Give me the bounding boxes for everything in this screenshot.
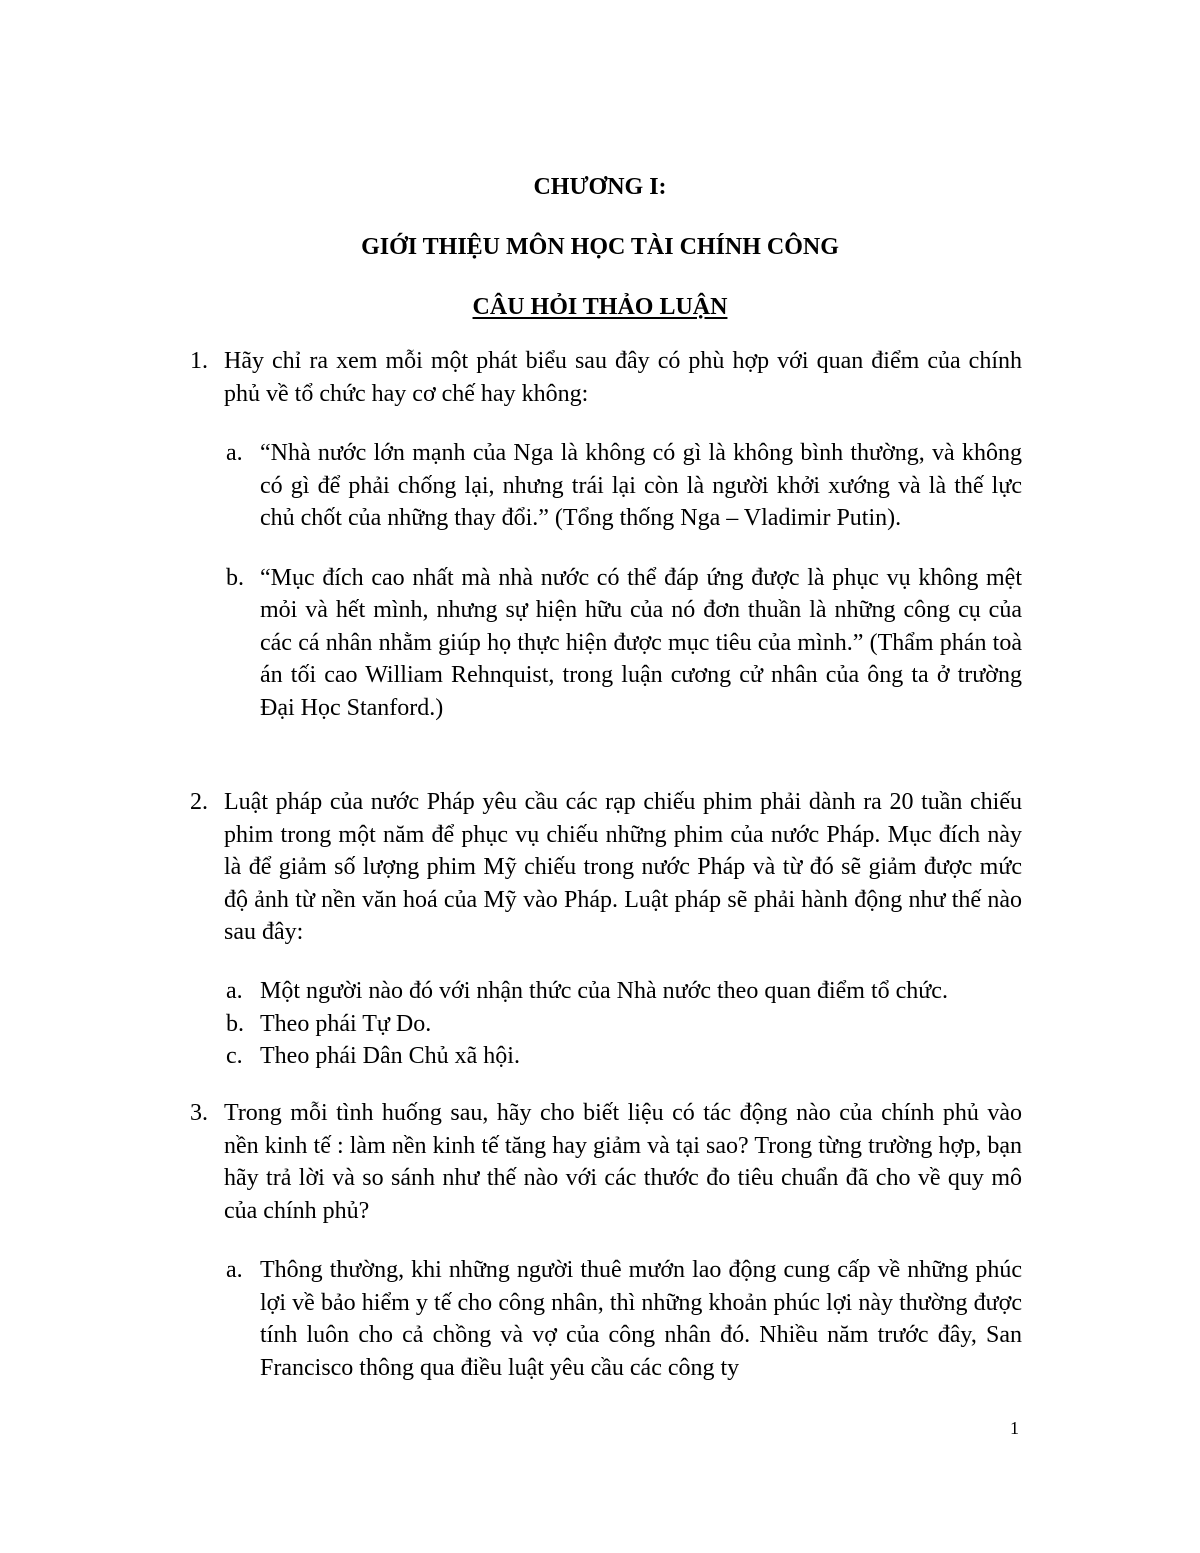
option-text: Theo phái Dân Chủ xã hội.	[260, 1043, 520, 1069]
option-item	[226, 562, 1022, 725]
chapter-heading: CHƯƠNG I:	[533, 174, 667, 200]
question-number: 2.	[190, 789, 208, 815]
option-text: Một người nào đó với nhận thức của Nhà nước theo quan điểm tổ chức.	[260, 978, 948, 1004]
question-number: 3.	[190, 1100, 208, 1126]
question-1	[190, 345, 1022, 410]
question-3	[190, 1097, 1022, 1227]
section-subtitle: CÂU HỎI THẢO LUẬN	[472, 294, 728, 320]
question-2-options	[226, 975, 1022, 1073]
option-text: “Mục đích cao nhất mà nhà nước có thể đáp ứng được là phục vụ không mệt mỏi và hết mình, nhưng sự hiện hữu của nó đơn thuần là những công cụ của các cá nhân nhằm giúp họ thực hiện được mục tiêu của mình.” (Thẩm phán toà án tối cao William Rehnquist, trong luận cương cử nhân của ông ta ở trường Đại Học Stanford.)	[260, 564, 1022, 721]
option-letter: b.	[226, 564, 244, 591]
option-text: Thông thường, khi những người thuê mướn lao động cung cấp về những phúc lợi về bảo hiểm y tế cho công nhân, thì những khoản phúc lợi này thường được tính luôn cho cả chồng và vợ của công nhân đó. Nhiều năm trước đây, San Francisco thông qua điều luật yêu cầu các công ty	[260, 1257, 1022, 1381]
option-item	[226, 437, 1022, 535]
question-2	[190, 786, 1022, 949]
question-text: Hãy chỉ ra xem mỗi một phát biểu sau đây có phù hợp với quan điểm của chính phủ về tổ chức hay cơ chế hay không:	[224, 348, 1022, 407]
question-1-options	[226, 437, 1022, 724]
question-3-options	[226, 1254, 1022, 1384]
option-item	[226, 975, 1022, 1008]
option-letter: a.	[226, 1257, 243, 1283]
option-item	[226, 1008, 1022, 1041]
question-number: 1.	[190, 348, 208, 374]
option-text: “Nhà nước lớn mạnh của Nga là không có gì là không bình thường, và không có gì để phải chống lại, nhưng trái lại còn là người khởi xướng và là thế lực chủ chốt của những thay đổi.” (Tổng thống Nga – Vladimir Putin).	[260, 440, 1022, 531]
chapter-title: GIỚI THIỆU MÔN HỌC TÀI CHÍNH CÔNG	[361, 234, 839, 260]
option-letter: a.	[226, 978, 243, 1004]
option-text: Theo phái Tự Do.	[260, 1010, 432, 1037]
page-number: 1	[1010, 1418, 1019, 1438]
option-letter: c.	[226, 1043, 243, 1069]
question-text: Luật pháp của nước Pháp yêu cầu các rạp chiếu phim phải dành ra 20 tuần chiếu phim trong một năm để phục vụ chiếu những phim của nước Pháp. Mục đích này là để giảm số lượng phim Mỹ chiếu trong nước Pháp và từ đó sẽ giảm được mức độ ảnh từ nền văn hoá của Mỹ vào Pháp. Luật pháp sẽ phải hành động như thế nào sau đây:	[224, 789, 1022, 945]
question-text: Trong mỗi tình huống sau, hãy cho biết liệu có tác động nào của chính phủ vào nền kinh tế : làm nền kinh tế tăng hay giảm và tại sao? Trong từng trường hợp, bạn hãy trả lời và so sánh như thế nào với các thước đo tiêu chuẩn đã cho về quy mô của chính phủ?	[224, 1100, 1022, 1224]
option-letter: a.	[226, 440, 243, 466]
option-item	[226, 1040, 1022, 1073]
option-letter: b.	[226, 1010, 244, 1037]
option-item	[226, 1254, 1022, 1384]
